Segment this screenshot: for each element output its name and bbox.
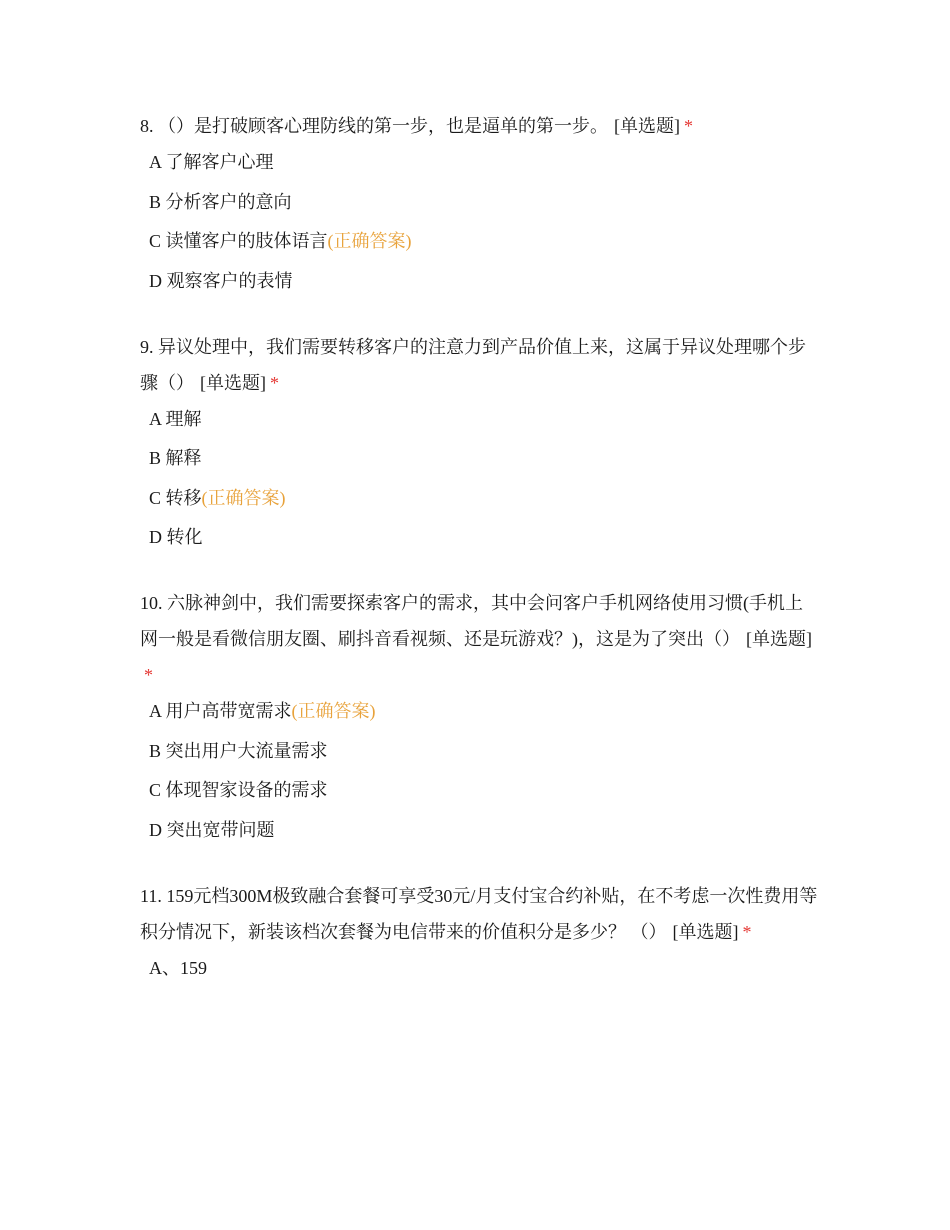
question-title xyxy=(140,585,820,693)
option-c[interactable] xyxy=(149,229,820,253)
required-marker: * xyxy=(270,372,279,393)
question-number: 11. xyxy=(140,885,162,906)
option-label: C 读懂客户的肢体语言 xyxy=(149,231,328,251)
option-label: A 理解 xyxy=(149,408,202,429)
option-label: D 突出宽带问题 xyxy=(149,819,275,840)
option-a[interactable] xyxy=(149,956,820,980)
question-type: [单选题] xyxy=(614,116,680,136)
question-10 xyxy=(140,585,820,842)
option-label: B 分析客户的意向 xyxy=(149,191,292,212)
option-label: C 转移 xyxy=(149,487,202,508)
question-text: 异议处理中，我们需要转移客户的注意力到产品价值上来，这属于异议处理哪个步骤（） xyxy=(140,336,806,393)
option-d[interactable] xyxy=(149,818,820,842)
option-label: B 解释 xyxy=(149,448,202,468)
option-label: D 观察客户的表情 xyxy=(149,270,293,291)
question-text: 159元档300M极致融合套餐可享受30元/月支付宝合约补贴，在不考虑一次性费用等积分情况下，新装该档次套餐为电信带来的价值积分是多少？ （） xyxy=(140,885,818,942)
option-label: D 转化 xyxy=(149,527,203,547)
question-number: 8. xyxy=(140,116,154,136)
required-marker: * xyxy=(742,921,752,942)
question-title xyxy=(140,878,820,950)
option-a[interactable] xyxy=(149,699,820,723)
question-number: 10. xyxy=(140,593,163,613)
question-type: [单选题] xyxy=(672,921,739,942)
questionnaire-page xyxy=(140,108,820,1016)
correct-answer-tag: (正确答案) xyxy=(327,231,412,251)
option-b[interactable] xyxy=(149,739,820,763)
option-c[interactable] xyxy=(149,486,820,510)
option-label: A 用户高带宽需求 xyxy=(149,701,292,721)
correct-answer-tag: (正确答案) xyxy=(291,701,376,721)
required-marker: * xyxy=(144,665,153,685)
question-type: [单选题] xyxy=(200,372,266,393)
question-title xyxy=(140,329,820,401)
question-9 xyxy=(140,329,820,550)
question-text: （）是打破顾客心理防线的第一步，也是逼单的第一步。 xyxy=(158,116,608,136)
required-marker: * xyxy=(684,116,693,136)
option-label: A、159 xyxy=(149,957,207,978)
option-d[interactable] xyxy=(149,525,820,549)
question-number: 9. xyxy=(140,336,154,357)
option-a[interactable] xyxy=(149,150,820,174)
correct-answer-tag: (正确答案) xyxy=(201,487,286,508)
question-11 xyxy=(140,878,820,980)
option-label: C 体现智家设备的需求 xyxy=(149,780,328,800)
option-a[interactable] xyxy=(149,407,820,431)
option-b[interactable] xyxy=(149,190,820,214)
option-c[interactable] xyxy=(149,778,820,802)
option-label: B 突出用户大流量需求 xyxy=(149,740,328,761)
question-8 xyxy=(140,108,820,293)
question-type: [单选题] xyxy=(746,629,812,649)
option-label: A 了解客户心理 xyxy=(149,152,274,172)
option-d[interactable] xyxy=(149,269,820,293)
question-title xyxy=(140,108,820,144)
option-b[interactable] xyxy=(149,446,820,470)
question-text: 六脉神剑中，我们需要探索客户的需求，其中会问客户手机网络使用习惯(手机上网一般是看微信朋友圈、刷抖音看视频、还是玩游戏？)，这是为了突出（） xyxy=(140,593,803,649)
